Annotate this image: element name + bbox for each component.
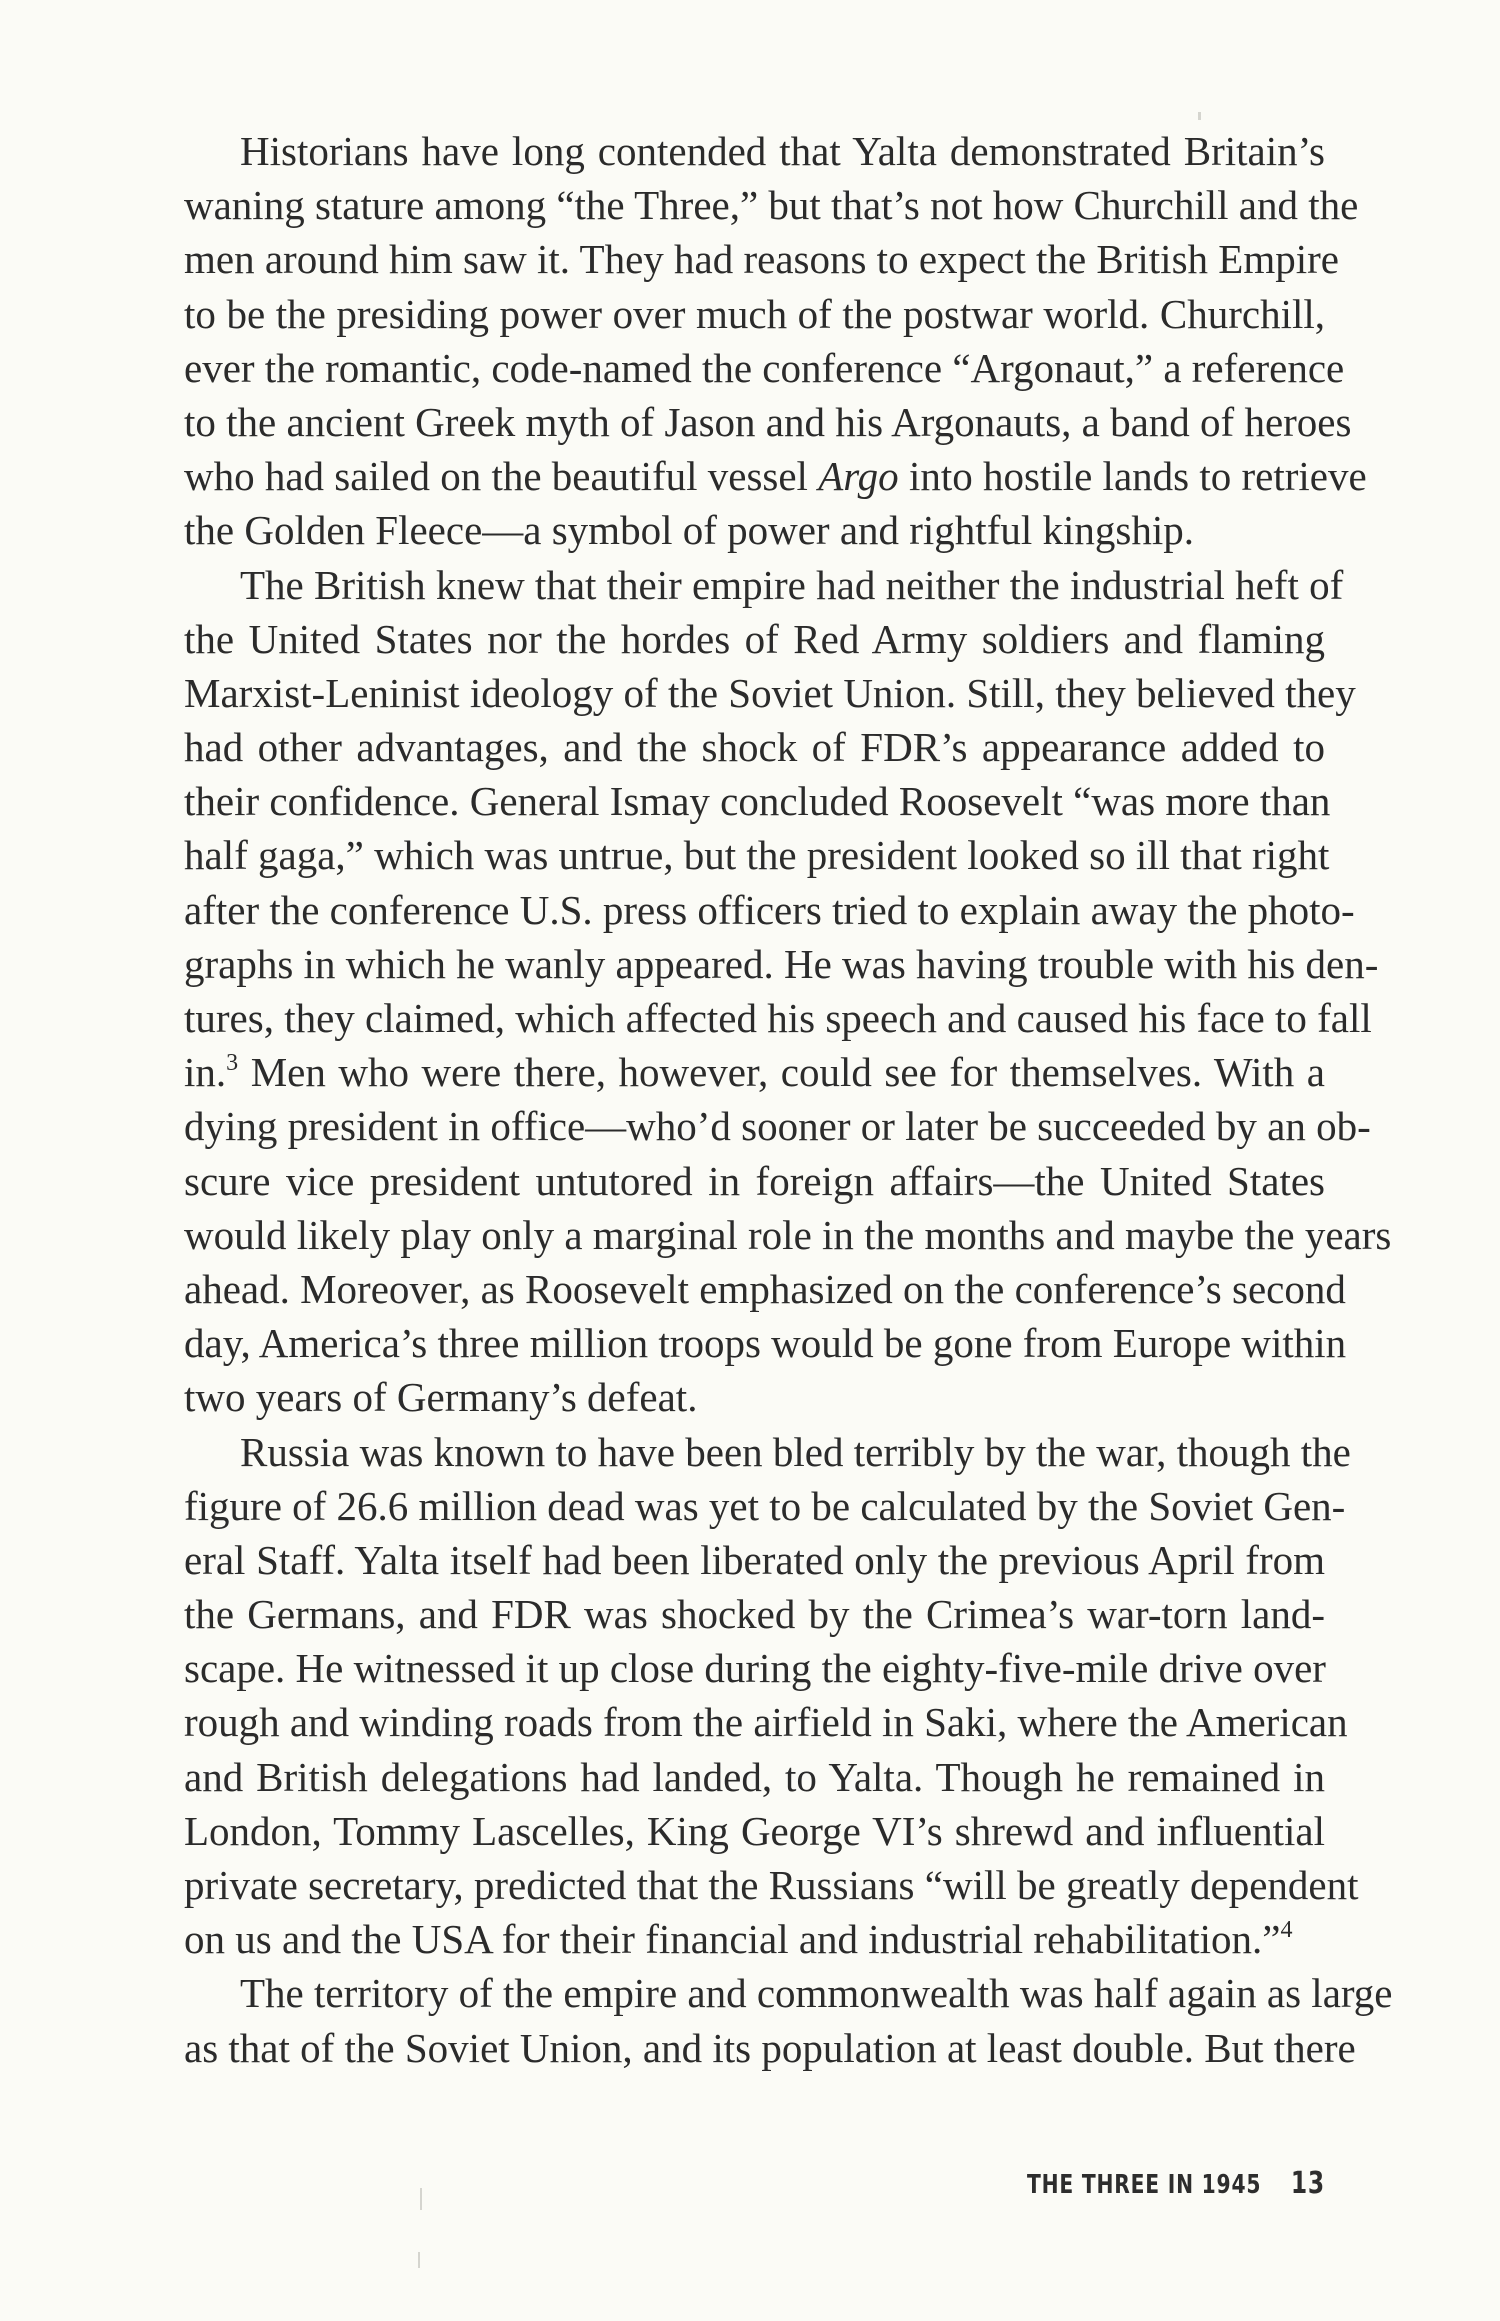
text-line: The territory of the empire and commonwealth was half again as large (240, 1970, 1393, 2017)
text-line: Historians have long contended that Yalta demonstrated Britain’s (240, 128, 1325, 174)
scan-mark (420, 2188, 422, 2210)
text-line: ever the romantic, code-named the conference “Argonaut,” a reference (184, 344, 1345, 391)
text-line: The British knew that their empire had neither the industrial heft of (240, 561, 1344, 608)
text-line: had other advantages, and the shock of FDR’s appearance added to (184, 724, 1325, 771)
text-line: to be the presiding power over much of the postwar world. Churchill, (184, 290, 1325, 337)
footnote-ref[interactable]: 3 (226, 1050, 239, 1077)
text-line: the Golden Fleece—a symbol of power and rightful kingship. (184, 507, 1194, 554)
text-line (184, 1912, 1325, 1966)
text-segment: who had sailed on the beautiful vessel (184, 453, 808, 500)
text-line: half gaga,” which was untrue, but the president looked so ill that right (184, 832, 1330, 879)
paragraph (184, 1966, 1393, 2074)
text-line: scape. He witnessed it up close during the eighty-five-mile drive over (184, 1645, 1326, 1692)
text-line: graphs in which he wanly appeared. He was having trouble with his den- (184, 940, 1379, 987)
text-line: after the conference U.S. press officers tried to explain away the photo- (184, 886, 1355, 933)
text-line: scure vice president untutored in foreign affairs—the United States (184, 1157, 1325, 1204)
text-line (184, 449, 1367, 503)
text-line: to the ancient Greek myth of Jason and his Argonauts, a band of heroes (184, 398, 1352, 445)
scan-mark (418, 2252, 420, 2268)
paragraph (184, 558, 1392, 1425)
footnote-ref[interactable]: 4 (1280, 1917, 1293, 1944)
text-line: waning stature among “the Three,” but that’s not how Churchill and the (184, 182, 1359, 229)
text-segment: in. (184, 1049, 227, 1096)
italic-ship-name: Argo (818, 453, 899, 500)
text-line: private secretary, predicted that the Russians “will be greatly dependent (184, 1862, 1359, 1908)
text-line: Russia was known to have been bled terribly by the war, though the (240, 1428, 1351, 1475)
paragraph (184, 1425, 1359, 1967)
text-line: Marxist-Leninist ideology of the Soviet Union. Still, they believed they (184, 669, 1356, 716)
text-line: London, Tommy Lascelles, King George VI’s shrewd and influential (184, 1807, 1325, 1854)
text-line: would likely play only a marginal role in the months and maybe the years (184, 1211, 1392, 1258)
text-line: the United States nor the hordes of Red Army soldiers and flaming (184, 615, 1325, 662)
scan-mark (1198, 112, 1201, 120)
text-line: tures, they claimed, which affected his speech and caused his face to fall (184, 995, 1372, 1041)
paragraph (184, 124, 1367, 558)
text-line (184, 1045, 1325, 1099)
text-line: ahead. Moreover, as Roosevelt emphasized on the conference’s second (184, 1265, 1346, 1312)
text-line: dying president in office—who’d sooner or later be succeeded by an ob- (184, 1103, 1371, 1150)
text-line: figure of 26.6 million dead was yet to be calculated by the Soviet Gen- (184, 1482, 1346, 1529)
text-line: the Germans, and FDR was shocked by the Crimea’s war-torn land- (184, 1591, 1325, 1638)
text-line: two years of Germany’s defeat. (184, 1374, 698, 1421)
text-line: and British delegations had landed, to Yalta. Though he remained in (184, 1753, 1325, 1800)
page-number: 13 (1290, 2166, 1325, 2201)
text-segment: into hostile lands to retrieve (908, 453, 1367, 500)
text-segment: on us and the USA for their financial and industrial rehabilitation.” (184, 1916, 1281, 1963)
text-line: as that of the Soviet Union, and its population at least double. But there (184, 2024, 1356, 2071)
body-text (184, 124, 1393, 2075)
text-line: rough and winding roads from the airfield in Saki, where the American (184, 1699, 1348, 1746)
text-line: eral Staff. Yalta itself had been liberated only the previous April from (184, 1536, 1325, 1583)
text-line: men around him saw it. They had reasons to expect the British Empire (184, 236, 1339, 283)
text-segment: Men who were there, however, could see for themselves. With a (250, 1049, 1325, 1096)
running-head: THE THREE IN 1945 (1027, 2170, 1262, 2200)
page-footer (1027, 2166, 1325, 2201)
text-line: their confidence. General Ismay concluded Roosevelt “was more than (184, 778, 1331, 825)
text-line: day, America’s three million troops would be gone from Europe within (184, 1320, 1347, 1367)
